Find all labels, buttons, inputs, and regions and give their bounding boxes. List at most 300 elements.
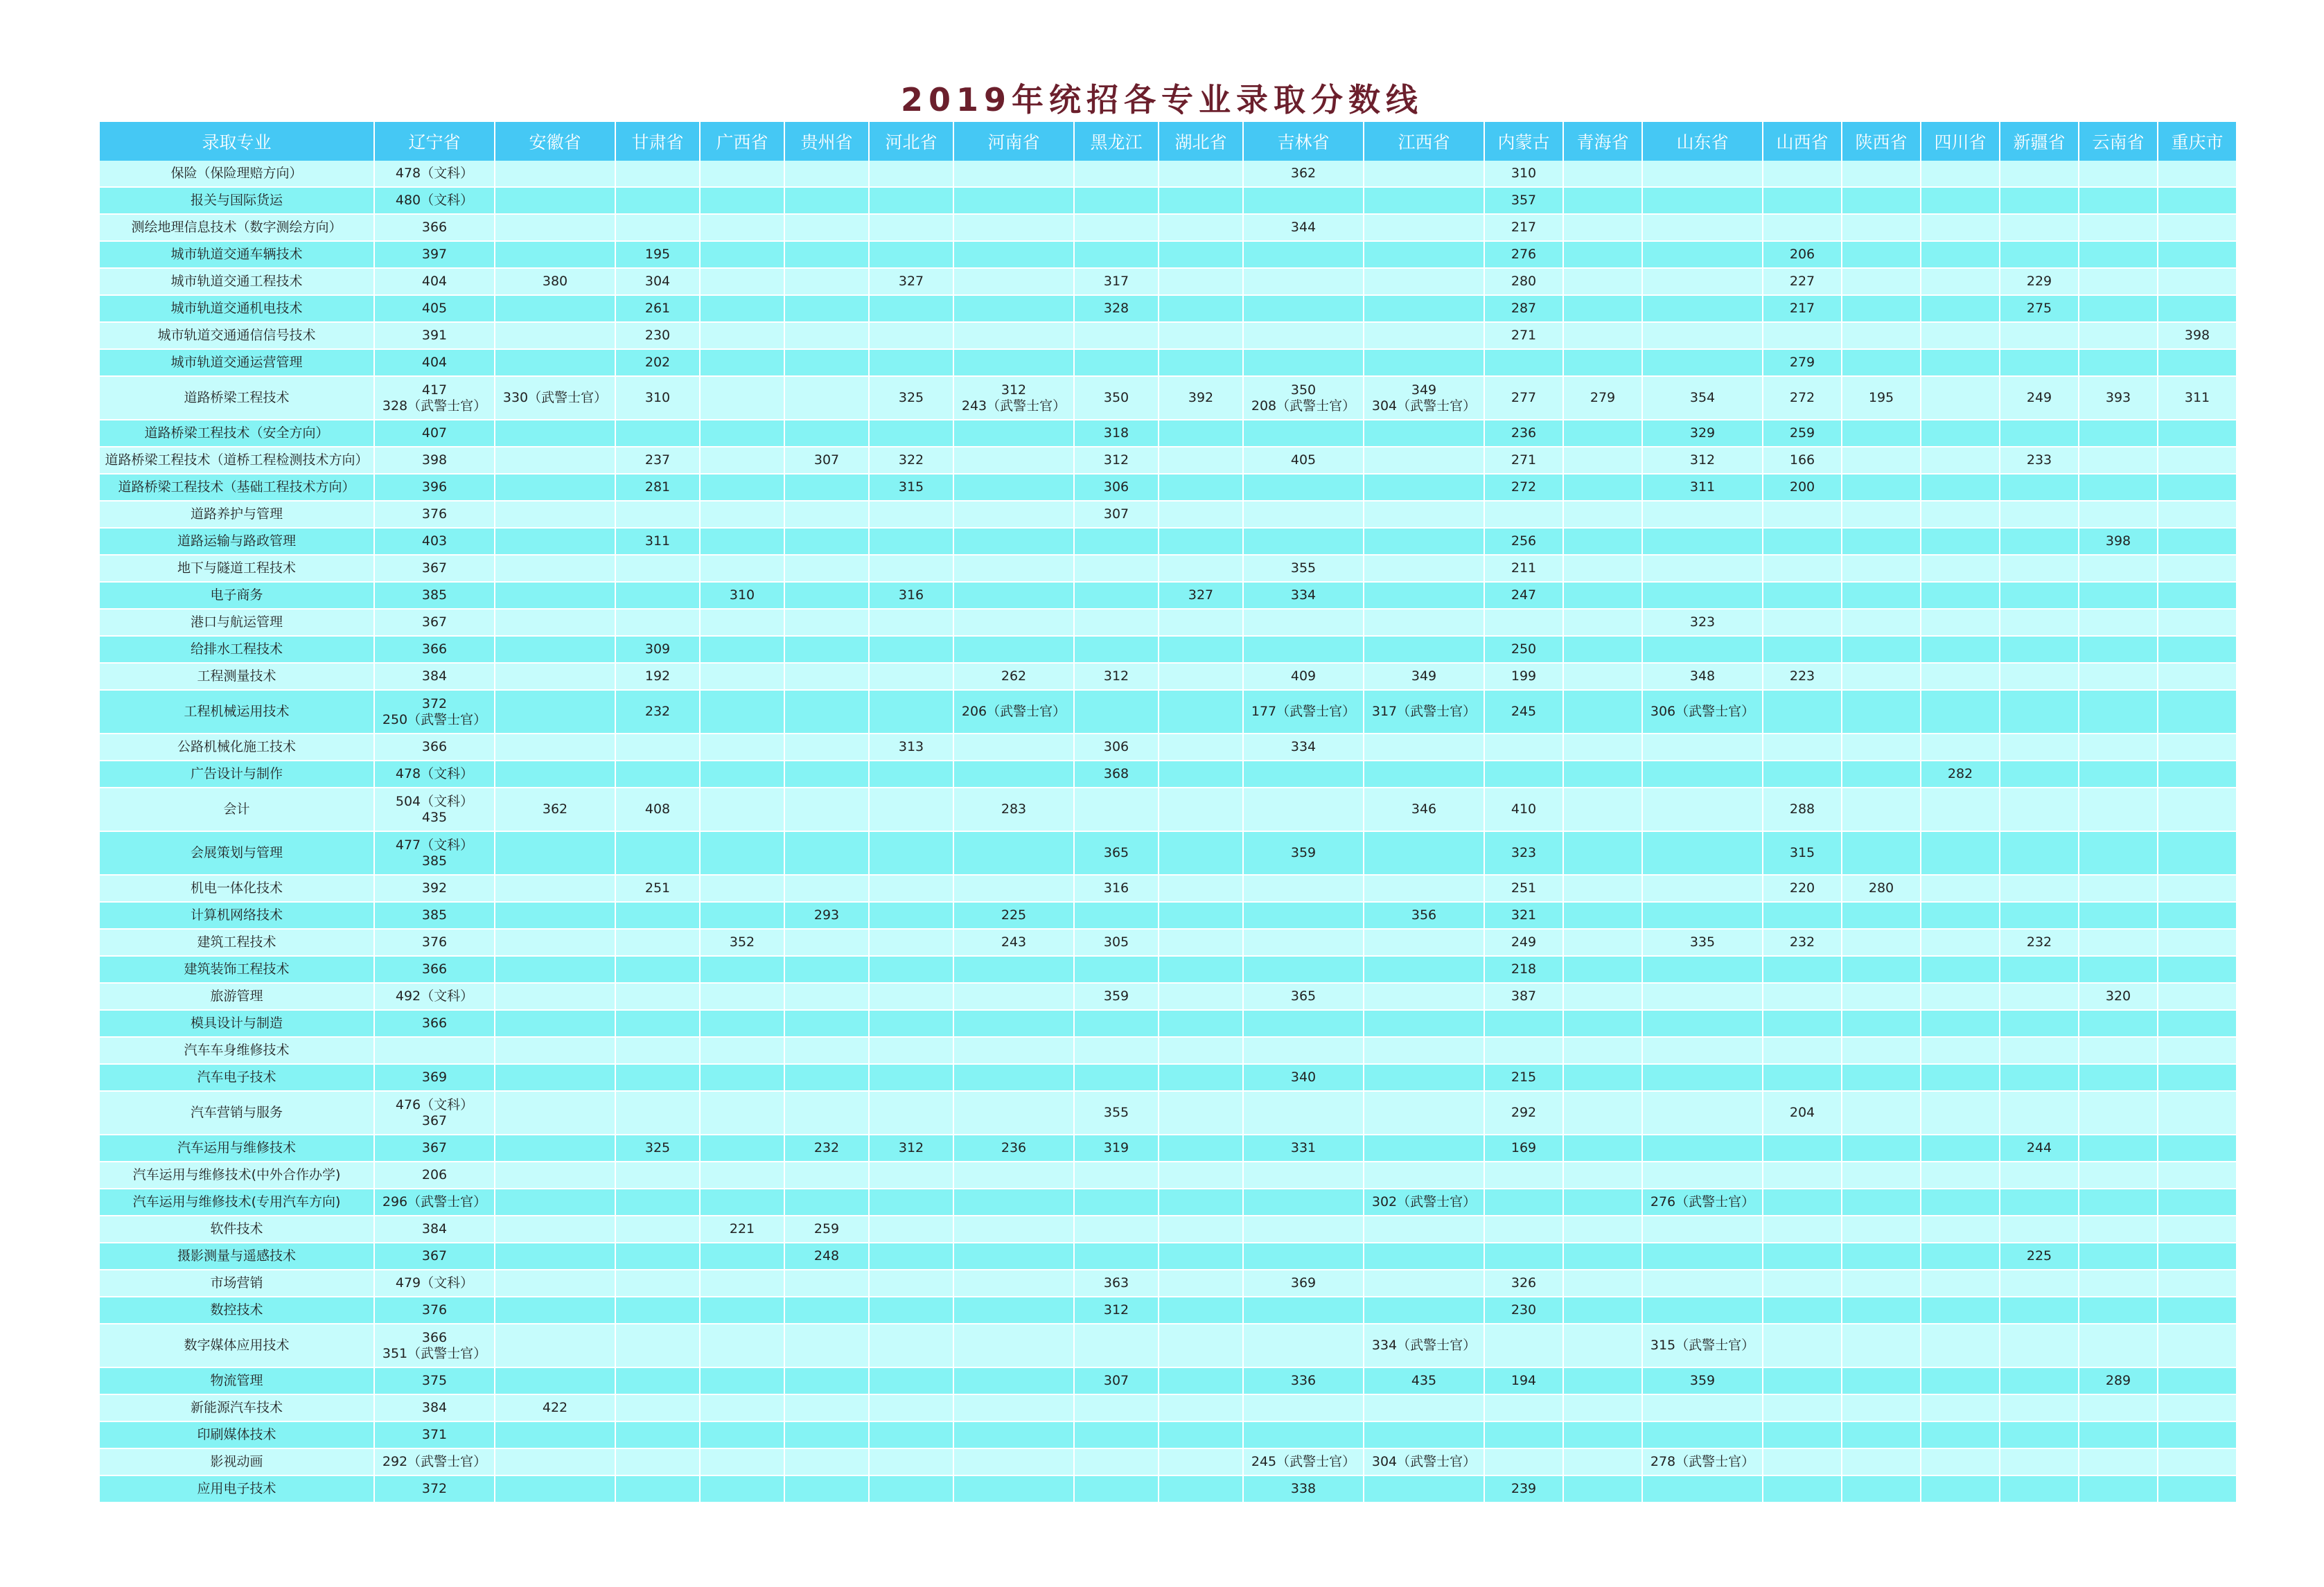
score-cell: 326 (1484, 1270, 1563, 1297)
score-cell (1921, 268, 2000, 295)
score-cell (869, 1064, 953, 1091)
score-cell (1159, 474, 1243, 501)
score-cell: 304（武警士官） (1364, 1448, 1484, 1475)
major-name-cell: 道路运输与路政管理 (100, 528, 374, 555)
score-cell (1074, 1189, 1159, 1216)
score-cell: 169 (1484, 1135, 1563, 1162)
score-cell (784, 214, 869, 241)
score-cell: 366 (374, 1010, 495, 1037)
score-cell: 504（文科） 435 (374, 788, 495, 831)
header-province: 新疆省 (2000, 122, 2079, 161)
score-cell: 272 (1763, 376, 1842, 420)
table-row (100, 1448, 2237, 1475)
score-cell: 251 (615, 875, 700, 902)
score-cell: 366 (374, 636, 495, 663)
score-cell (1364, 1064, 1484, 1091)
score-cell (2158, 1270, 2237, 1297)
score-cell (495, 929, 615, 956)
score-cell (1364, 582, 1484, 609)
score-cell (1642, 1270, 1763, 1297)
score-cell: 312 (1074, 1297, 1159, 1324)
score-cell (1159, 636, 1243, 663)
score-cell (869, 1297, 953, 1324)
score-cell (2158, 187, 2237, 214)
score-cell (1484, 761, 1563, 788)
score-cell (953, 420, 1074, 447)
score-cell: 317 (1074, 268, 1159, 295)
score-cell: 229 (2000, 268, 2079, 295)
score-cell (1159, 268, 1243, 295)
score-cell (1921, 241, 2000, 268)
score-cell (1364, 447, 1484, 474)
score-cell (700, 214, 784, 241)
score-cell (615, 1162, 700, 1189)
score-cell: 407 (374, 420, 495, 447)
score-cell (953, 1162, 1074, 1189)
score-cell (1642, 349, 1763, 376)
score-cell (1159, 929, 1243, 956)
score-cell (615, 582, 700, 609)
score-cell (1243, 788, 1364, 831)
score-cell (495, 1189, 615, 1216)
score-cell (1159, 1135, 1243, 1162)
score-cell: 166 (1763, 447, 1842, 474)
score-cell (2158, 788, 2237, 831)
score-cell (784, 501, 869, 528)
score-cell: 367 (374, 1135, 495, 1162)
score-cell (953, 241, 1074, 268)
score-cell (2158, 902, 2237, 929)
score-cell (1159, 956, 1243, 983)
score-cell: 396 (374, 474, 495, 501)
score-cell (2000, 161, 2079, 187)
score-cell (700, 1135, 784, 1162)
score-cell (2079, 295, 2158, 322)
score-cell (1842, 902, 1921, 929)
major-name-cell: 汽车车身维修技术 (100, 1037, 374, 1064)
score-cell (1364, 474, 1484, 501)
table-row (100, 295, 2237, 322)
score-cell: 239 (1484, 1475, 1563, 1502)
major-name-cell: 工程测量技术 (100, 663, 374, 690)
score-cell: 293 (784, 902, 869, 929)
score-cell (615, 734, 700, 761)
score-cell (2079, 501, 2158, 528)
score-cell (1921, 187, 2000, 214)
major-name-cell: 工程机械运用技术 (100, 690, 374, 734)
score-cell (495, 902, 615, 929)
score-cell (1563, 1367, 1642, 1394)
major-name-cell: 机电一体化技术 (100, 875, 374, 902)
score-cell (2000, 983, 2079, 1010)
score-cell (2000, 420, 2079, 447)
score-cell (495, 420, 615, 447)
score-cell (1364, 420, 1484, 447)
score-cell: 477（文科） 385 (374, 831, 495, 875)
score-cell (784, 1091, 869, 1135)
score-cell (1642, 1421, 1763, 1448)
score-cell: 289 (2079, 1367, 2158, 1394)
score-cell (2158, 761, 2237, 788)
score-cell (2158, 1135, 2237, 1162)
score-cell (700, 875, 784, 902)
score-cell (2000, 636, 2079, 663)
score-cell (700, 1091, 784, 1135)
score-cell (495, 295, 615, 322)
score-cell (1074, 1448, 1159, 1475)
score-cell: 405 (374, 295, 495, 322)
score-cell (1921, 555, 2000, 582)
header-province: 吉林省 (1243, 122, 1364, 161)
score-cell: 307 (1074, 1367, 1159, 1394)
score-cell (1563, 474, 1642, 501)
score-cell (1921, 1367, 2000, 1394)
score-cell: 200 (1763, 474, 1842, 501)
score-cell (1074, 1010, 1159, 1037)
score-cell (2000, 609, 2079, 636)
score-cell (1642, 902, 1763, 929)
major-name-cell: 城市轨道交通通信信号技术 (100, 322, 374, 349)
score-cell (784, 1270, 869, 1297)
table-row (100, 501, 2237, 528)
score-cell (700, 295, 784, 322)
score-cell (784, 1037, 869, 1064)
score-cell (1159, 1475, 1243, 1502)
score-cell: 312 (1642, 447, 1763, 474)
major-name-cell: 测绘地理信息技术（数字测绘方向） (100, 214, 374, 241)
score-cell (1243, 1297, 1364, 1324)
score-cell (1159, 214, 1243, 241)
score-cell (1159, 1091, 1243, 1135)
score-cell (1074, 187, 1159, 214)
score-cell: 350 (1074, 376, 1159, 420)
table-row (100, 690, 2237, 734)
score-cell (1763, 555, 1842, 582)
score-cell (1243, 875, 1364, 902)
score-cell (953, 582, 1074, 609)
score-cell (784, 929, 869, 956)
header-province: 甘肃省 (615, 122, 700, 161)
score-cell: 410 (1484, 788, 1563, 831)
header-province: 河北省 (869, 122, 953, 161)
score-cell (1243, 241, 1364, 268)
score-cell (2158, 690, 2237, 734)
score-cell (1364, 831, 1484, 875)
score-cell (1563, 1135, 1642, 1162)
score-cell (1364, 241, 1484, 268)
score-cell: 276 (1484, 241, 1563, 268)
score-cell (1159, 295, 1243, 322)
score-cell: 404 (374, 268, 495, 295)
score-cell (869, 555, 953, 582)
score-cell (1159, 875, 1243, 902)
score-cell (700, 1010, 784, 1037)
score-cell: 305 (1074, 929, 1159, 956)
score-cell (1921, 474, 2000, 501)
score-cell (1074, 902, 1159, 929)
score-cell (1159, 983, 1243, 1010)
score-cell: 366 (374, 734, 495, 761)
score-cell: 334 (1243, 582, 1364, 609)
header-province: 云南省 (2079, 122, 2158, 161)
score-cell: 313 (869, 734, 953, 761)
score-cell (1642, 161, 1763, 187)
score-cell (2079, 929, 2158, 956)
score-cell (1842, 1421, 1921, 1448)
score-cell (1159, 1448, 1243, 1475)
score-cell (1364, 1135, 1484, 1162)
table-row (100, 161, 2237, 187)
score-cell (2000, 831, 2079, 875)
score-cell (784, 831, 869, 875)
score-cell (2158, 1367, 2237, 1394)
score-cell (2000, 241, 2079, 268)
score-cell (2079, 1010, 2158, 1037)
major-name-cell: 城市轨道交通机电技术 (100, 295, 374, 322)
score-cell: 275 (2000, 295, 2079, 322)
score-cell (869, 831, 953, 875)
score-cell (1921, 349, 2000, 376)
score-cell (1074, 636, 1159, 663)
score-cell (1243, 1421, 1364, 1448)
score-cell (1159, 1216, 1243, 1243)
score-cell (784, 474, 869, 501)
score-cell (784, 161, 869, 187)
score-cell: 404 (374, 349, 495, 376)
score-cell: 306（武警士官） (1642, 690, 1763, 734)
score-cell (1842, 1394, 1921, 1421)
score-cell (2000, 902, 2079, 929)
score-cell (1763, 761, 1842, 788)
score-cell (1921, 929, 2000, 956)
score-cell (2000, 1064, 2079, 1091)
score-cell: 369 (1243, 1270, 1364, 1297)
score-cell: 279 (1563, 376, 1642, 420)
score-cell (2079, 1448, 2158, 1475)
score-cell (1484, 349, 1563, 376)
score-cell (1763, 1216, 1842, 1243)
score-cell (1364, 528, 1484, 555)
score-cell (1921, 1297, 2000, 1324)
score-cell (784, 875, 869, 902)
score-cell: 384 (374, 1216, 495, 1243)
score-cell (2158, 447, 2237, 474)
score-cell (700, 322, 784, 349)
score-cell (615, 1216, 700, 1243)
score-cell (1921, 1091, 2000, 1135)
score-cell (2000, 1010, 2079, 1037)
score-cell (2079, 734, 2158, 761)
score-cell (869, 1324, 953, 1367)
score-cell (1364, 295, 1484, 322)
major-name-cell: 道路桥梁工程技术（基础工程技术方向） (100, 474, 374, 501)
score-cell (700, 528, 784, 555)
score-cell: 292（武警士官） (374, 1448, 495, 1475)
score-cell: 422 (495, 1394, 615, 1421)
score-cell (495, 1421, 615, 1448)
score-cell (2079, 831, 2158, 875)
score-cell (1074, 1064, 1159, 1091)
table-row (100, 420, 2237, 447)
score-cell (1842, 788, 1921, 831)
score-cell (1364, 875, 1484, 902)
header-province: 安徽省 (495, 122, 615, 161)
table-row (100, 902, 2237, 929)
score-cell (2079, 636, 2158, 663)
score-cell (869, 983, 953, 1010)
score-cell: 398 (374, 447, 495, 474)
score-cell (2000, 1475, 2079, 1502)
score-cell (1563, 528, 1642, 555)
score-cell (1921, 322, 2000, 349)
score-cell (1074, 582, 1159, 609)
major-name-cell: 印刷媒体技术 (100, 1421, 374, 1448)
score-cell: 230 (615, 322, 700, 349)
score-cell: 259 (1763, 420, 1842, 447)
score-cell (1642, 1064, 1763, 1091)
score-cell (2158, 1243, 2237, 1270)
score-cell (953, 322, 1074, 349)
score-cell: 355 (1243, 555, 1364, 582)
score-cell (700, 1448, 784, 1475)
score-cell (784, 322, 869, 349)
score-cell (1921, 902, 2000, 929)
score-cell: 338 (1243, 1475, 1364, 1502)
score-cell (1763, 956, 1842, 983)
major-name-cell: 电子商务 (100, 582, 374, 609)
score-cell (2158, 956, 2237, 983)
major-name-cell: 旅游管理 (100, 983, 374, 1010)
score-cell (1159, 161, 1243, 187)
score-cell (1159, 1270, 1243, 1297)
score-cell (2158, 636, 2237, 663)
score-cell (1763, 1421, 1842, 1448)
score-cell: 365 (1074, 831, 1159, 875)
score-cell (869, 420, 953, 447)
score-cell (1763, 1270, 1842, 1297)
score-cell (495, 555, 615, 582)
score-cell (1842, 1297, 1921, 1324)
score-cell (1484, 1162, 1563, 1189)
score-cell (1921, 1243, 2000, 1270)
score-cell: 217 (1484, 214, 1563, 241)
score-cell (1763, 214, 1842, 241)
score-cell (1763, 983, 1842, 1010)
major-name-cell: 城市轨道交通运营管理 (100, 349, 374, 376)
score-cell (1159, 761, 1243, 788)
score-cell: 417 328（武警士官） (374, 376, 495, 420)
score-cell (1842, 528, 1921, 555)
major-name-cell: 影视动画 (100, 1448, 374, 1475)
score-cell (784, 241, 869, 268)
score-cell (1563, 241, 1642, 268)
score-cell (1563, 349, 1642, 376)
major-name-cell: 道路桥梁工程技术（安全方向） (100, 420, 374, 447)
score-cell: 310 (1484, 161, 1563, 187)
score-cell (1763, 582, 1842, 609)
score-cell: 359 (1074, 983, 1159, 1010)
score-cell: 349 (1364, 663, 1484, 690)
score-cell (2079, 474, 2158, 501)
score-cell (1484, 1010, 1563, 1037)
score-cell (2079, 1297, 2158, 1324)
score-cell: 195 (615, 241, 700, 268)
score-cell: 391 (374, 322, 495, 349)
score-cell (1364, 187, 1484, 214)
score-cell (1563, 788, 1642, 831)
score-cell (2158, 501, 2237, 528)
score-cell: 195 (1842, 376, 1921, 420)
score-cell: 281 (615, 474, 700, 501)
score-cell (700, 349, 784, 376)
score-cell (1243, 420, 1364, 447)
score-cell (615, 161, 700, 187)
score-cell (2158, 1324, 2237, 1367)
score-cell (1159, 1162, 1243, 1189)
score-cell (1159, 420, 1243, 447)
score-cell (953, 1189, 1074, 1216)
score-cell (869, 690, 953, 734)
score-cell (1563, 1297, 1642, 1324)
score-cell (2079, 1216, 2158, 1243)
score-cell (1842, 1010, 1921, 1037)
score-cell (1243, 1091, 1364, 1135)
score-cell (700, 1475, 784, 1502)
score-cell: 409 (1243, 663, 1364, 690)
score-cell (1364, 734, 1484, 761)
score-cell (1842, 1270, 1921, 1297)
score-cell: 321 (1484, 902, 1563, 929)
score-cell (1642, 875, 1763, 902)
score-cell: 311 (2158, 376, 2237, 420)
score-cell (953, 1091, 1074, 1135)
score-cell (1563, 831, 1642, 875)
score-cell (495, 447, 615, 474)
score-cell: 317（武警士官） (1364, 690, 1484, 734)
score-cell (700, 636, 784, 663)
score-cell (2158, 1010, 2237, 1037)
score-cell: 244 (2000, 1135, 2079, 1162)
score-cell (1563, 1010, 1642, 1037)
score-cell: 250 (1484, 636, 1563, 663)
score-cell (784, 1394, 869, 1421)
score-cell (2000, 734, 2079, 761)
table-row (100, 582, 2237, 609)
score-cell (953, 295, 1074, 322)
score-cell: 344 (1243, 214, 1364, 241)
score-cell (1074, 1475, 1159, 1502)
score-cell (784, 690, 869, 734)
score-cell: 309 (615, 636, 700, 663)
score-cell: 375 (374, 1367, 495, 1394)
score-cell (953, 555, 1074, 582)
score-cell: 310 (700, 582, 784, 609)
score-cell: 192 (615, 663, 700, 690)
score-cell (869, 161, 953, 187)
score-cell (1842, 241, 1921, 268)
score-cell: 248 (784, 1243, 869, 1270)
score-cell (1243, 1037, 1364, 1064)
score-cell (495, 690, 615, 734)
score-cell (495, 1091, 615, 1135)
score-cell (1364, 555, 1484, 582)
score-cell (2000, 582, 2079, 609)
score-cell (1364, 1475, 1484, 1502)
score-cell (869, 1243, 953, 1270)
score-cell (1563, 929, 1642, 956)
score-cell (1563, 1037, 1642, 1064)
score-cell (1763, 1297, 1842, 1324)
